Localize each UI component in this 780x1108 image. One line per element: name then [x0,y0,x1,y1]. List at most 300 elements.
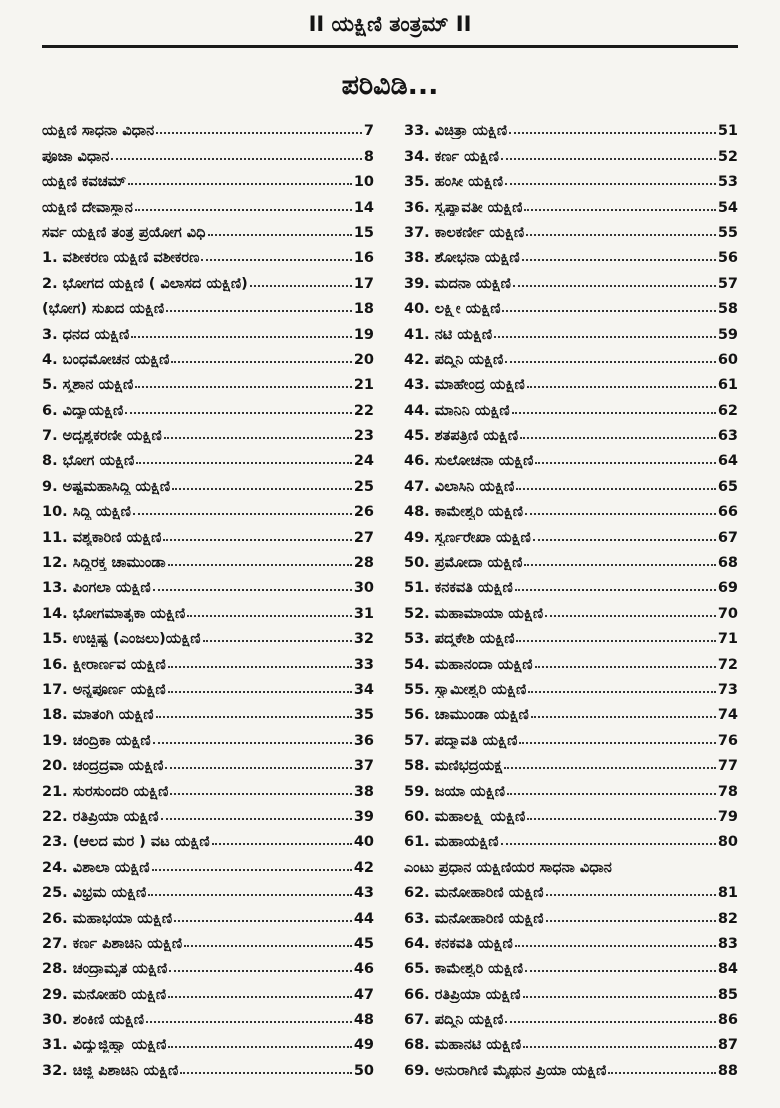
toc-entry-title: 62. ಮನೋಹಾರಿಣಿ ಯಕ್ಷಿಣಿ [404,885,544,902]
toc-entry-title: 51. ಕನಕವತಿ ಯಕ್ಷಿಣಿ [404,580,513,597]
toc-entry [404,343,738,368]
dot-leader [250,285,352,287]
toc-entry [404,800,738,825]
dot-leader [156,132,362,134]
toc-page-number: 80 [717,834,738,851]
toc-entry-title: 43. ಮಾಹೇಂದ್ರ ಯಕ್ಷಿಣಿ [404,377,525,394]
toc-page-number: 58 [717,301,738,318]
toc-entry-title: 28. ಚಂದ್ರಾಮೃತ ಯಕ್ಷಿಣಿ [42,961,168,978]
toc-page-number: 15 [353,224,374,241]
dot-leader [212,843,352,845]
toc-page-number: 63 [717,428,738,445]
toc-page-number: 85 [717,986,738,1003]
toc-entry-title: 29. ಮನೋಹರಿ ಯಕ್ಷಿಣಿ [42,986,167,1003]
toc-entry [404,749,738,774]
toc-page-number: 67 [717,529,738,546]
toc-entry-title: 30. ಶಂಕಿಣಿ ಯಕ್ಷಿಣಿ [42,1012,145,1029]
toc-entry-title: 32. ಚಿಜ್ಜಿ ಪಿಶಾಚಿನಿ ಯಕ್ಷಿಣಿ [42,1062,179,1079]
toc-page-number: 57 [717,275,738,292]
toc-entry-title: 65. ಕಾಮೇಶ್ವರಿ ಯಕ್ಷಿಣಿ [404,961,523,978]
toc-entry [42,749,374,774]
toc-entry [42,266,374,291]
toc-page-number: 14 [353,199,374,216]
toc-page-number: 76 [717,732,738,749]
toc-entry [404,622,738,647]
toc-left-column [42,114,374,1079]
toc-entry-title: 6. ವಿದ್ಯಾಯಕ್ಷಿಣಿ [42,402,124,419]
toc-entry [404,1028,738,1053]
toc-entry [42,825,374,850]
dot-leader [152,869,352,871]
toc-entry [42,190,374,215]
toc-page-number: 8 [363,148,374,165]
toc-page-number: 16 [353,250,374,267]
toc-page-number: 72 [717,656,738,673]
toc-entry-title: 1. ವಶೀಕರಣ ಯಕ್ಷಿಣಿ ವಶೀಕರಣ [42,250,200,267]
toc-page-number: 17 [353,275,374,292]
toc-entry-title: 55. ಸ್ವಾಮೀಶ್ವರಿ ಯಕ್ಷಿಣಿ [404,681,527,698]
toc-entry-title: 15. ಉಚ್ಛಿಷ್ಟ (ಎಂಜಲು)ಯಕ್ಷಿಣಿ [42,631,201,648]
toc-entry [42,850,374,875]
toc-entry-title: ಪೂಜಾ ವಿಧಾನ [42,148,110,165]
toc-entry-title: 44. ಮಾನಿನಿ ಯಕ್ಷಿಣಿ [404,402,510,419]
toc-page-number: 69 [717,580,738,597]
toc-entry [42,774,374,799]
dot-leader [524,564,715,566]
toc-entry [42,520,374,545]
toc-entry-title: 42. ಪದ್ಮಿನಿ ಯಕ್ಷಿಣಿ [404,351,504,368]
toc-page-number: 20 [353,351,374,368]
toc-entry-title: 41. ನಟಿ ಯಕ್ಷಿಣಿ [404,326,493,343]
toc-page-number: 37 [353,758,374,775]
toc-entry-title: 27. ಕರ್ಣ ಪಿಶಾಚಿನಿ ಯಕ್ಷಿಣಿ [42,935,183,952]
toc-page-number: 44 [353,910,374,927]
toc-entry [404,546,738,571]
toc-entry [404,977,738,1002]
toc-entry [42,292,374,317]
toc-entry [404,673,738,698]
dot-leader [527,386,716,388]
toc-entry [42,165,374,190]
toc-entry-title: 7. ಅದೃಶ್ಯಕರಣೀ ಯಕ್ಷಿಣಿ [42,428,162,445]
toc-page-number: 39 [353,808,374,825]
toc-entry [404,241,738,266]
toc-entry-title: ಯಕ್ಷಿಣಿ ಕವಚಮ್ [42,174,127,191]
dot-leader [201,259,351,261]
dot-leader [203,640,352,642]
toc-entry [404,1003,738,1028]
dot-leader [505,183,716,185]
dot-leader [163,539,351,541]
toc-entry [404,901,738,926]
toc-entry-title: 23. (ಆಲದ ಮರ ) ವಟ ಯಕ್ಷಿಣಿ [42,834,210,851]
dot-leader [135,386,351,388]
toc-entry [404,419,738,444]
toc-entry-title: 3. ಧನದ ಯಕ್ಷಿಣಿ [42,326,130,343]
toc-entry [404,139,738,164]
toc-entry [42,317,374,342]
toc-entry-title: 18. ಮಾತಂಗಿ ಯಕ್ಷಿಣಿ [42,707,154,724]
dot-leader [170,793,351,795]
toc-entry [42,1028,374,1053]
toc-entry [404,266,738,291]
toc-entry-title: 33. ವಿಚಿತ್ರಾ ಯಕ್ಷಿಣಿ [404,123,508,140]
toc-page-number: 88 [717,1062,738,1079]
toc-entry [42,647,374,672]
toc-entry-title: 63. ಮನೋಹಾರಿಣಿ ಯಕ್ಷಿಣಿ [404,910,544,927]
dot-leader [523,996,716,998]
toc-page-number: 64 [717,453,738,470]
toc-entry-title: 20. ಚಂದ್ರದ್ರವಾ ಯಕ್ಷಿಣಿ [42,758,164,775]
dot-leader [524,209,715,211]
toc-page-number: 78 [717,783,738,800]
page-title: ಪರಿವಿಡಿ... [341,70,439,101]
toc-entry [42,495,374,520]
toc-page-number: 87 [717,1037,738,1054]
toc-entry [42,673,374,698]
dot-leader [507,793,716,795]
toc-entry-title: 54. ಮಹಾನಂದಾ ಯಕ್ಷಿಣಿ [404,656,533,673]
dot-leader [135,209,352,211]
dot-leader [180,1072,352,1074]
toc-page-number: 74 [717,707,738,724]
running-header: II ಯಕ್ಷಿಣಿ ತಂತ್ರಮ್ II [308,12,472,36]
toc-entry [404,469,738,494]
toc-entry-title: 47. ವಿಲಾಸಿನಿ ಯಕ್ಷಿಣಿ [404,478,515,495]
toc-entry [404,495,738,520]
toc-entry-title: 49. ಸ್ವರ್ಣರೇಖಾ ಯಕ್ಷಿಣಿ [404,529,531,546]
toc-page-number: 66 [717,504,738,521]
toc-page-number: 28 [353,555,374,572]
toc-entry-title: 57. ಪದ್ಮಾವತಿ ಯಕ್ಷಿಣಿ [404,732,518,749]
dot-leader [168,691,352,693]
dot-leader [494,336,716,338]
dot-leader [166,310,352,312]
toc-entry [404,393,738,418]
dot-leader [515,589,716,591]
toc-page-number: 86 [717,1012,738,1029]
toc-entry [404,571,738,596]
toc-entry [404,444,738,469]
toc-entry [42,952,374,977]
dot-leader [111,158,361,160]
dot-leader [525,513,716,515]
toc-entry-title: 16. ಕ್ಷೀರಾರ್ಣವ ಯಕ್ಷಿಣಿ [42,656,166,673]
dot-leader [168,564,352,566]
toc-entry [42,723,374,748]
dot-leader [525,970,716,972]
toc-page-number: 24 [353,453,374,470]
toc-page-number: 61 [717,377,738,394]
toc-entry [42,241,374,266]
toc-page-number: 82 [717,910,738,927]
toc-entry [42,444,374,469]
dot-leader [174,920,352,922]
toc-entry-title: 66. ರತಿಪ್ರಿಯಾ ಯಕ್ಷಿಣಿ [404,986,521,1003]
toc-entry [404,292,738,317]
toc-entry-title: 36. ಸ್ವಪ್ನಾವತೀ ಯಕ್ಷಿಣಿ [404,199,523,216]
toc-entry-title: 39. ಮದನಾ ಯಕ್ಷಿಣಿ [404,275,511,292]
header-rule [42,45,738,48]
dot-leader [505,1021,716,1023]
toc-entry-title: 8. ಭೋಗ ಯಕ್ಷಿಣಿ [42,453,135,470]
toc-entry-title: 35. ಹಂಸೀ ಯಕ್ಷಿಣಿ [404,174,503,191]
dot-leader [546,894,716,896]
toc-entry-title: 4. ಬಂಧಮೋಚನ ಯಕ್ಷಿಣಿ [42,351,170,368]
dot-leader [168,996,352,998]
toc-page-number: 81 [717,885,738,902]
toc-page-number: 21 [353,377,374,394]
toc-page-number: 31 [353,605,374,622]
toc-entry-title: 67. ಪದ್ಮಿನಿ ಯಕ್ಷಿಣಿ [404,1012,504,1029]
toc-entry [404,825,738,850]
toc-entry [404,596,738,621]
dot-leader [136,462,352,464]
toc-page-number: 18 [353,301,374,318]
toc-page-number: 77 [717,758,738,775]
toc-page-number: 33 [353,656,374,673]
toc-page-number: 27 [353,529,374,546]
toc-entry-title: 11. ವಶ್ಯಕಾರಿಣಿ ಯಕ್ಷಿಣಿ [42,529,162,546]
dot-leader [133,513,352,515]
dot-leader [168,1046,351,1048]
toc-page-number: 53 [717,174,738,191]
toc-page-number: 65 [717,478,738,495]
toc-page-number: 84 [717,961,738,978]
toc-entry [404,927,738,952]
toc-entry [42,216,374,241]
toc-page-number: 38 [353,783,374,800]
dot-leader [520,437,716,439]
toc-entry-title: 58. ಮಣಿಭದ್ರಯಕ್ಷ [404,758,503,775]
toc-entry-title: 21. ಸುರಸುಂದರಿ ಯಕ್ಷಿಣಿ [42,783,169,800]
toc-entry [42,139,374,164]
toc-entry-title: 2. ಭೋಗದ ಯಕ್ಷಿಣಿ ( ವಿಲಾಸದ ಯಕ್ಷಿಣಿ) [42,275,248,292]
toc-page-number: 23 [353,428,374,445]
toc-page-number: 52 [717,148,738,165]
toc-entry-title: ಸರ್ವ ಯಕ್ಷಿಣಿ ತಂತ್ರ ಪ್ರಯೋಗ ವಿಧಿ [42,224,206,241]
toc-page-number: 32 [353,631,374,648]
dot-leader [608,1072,715,1074]
toc-entry-title: 61. ಮಹಾಯಕ್ಷಿಣಿ [404,834,499,851]
toc-page-number: 68 [717,555,738,572]
dot-leader [519,742,715,744]
toc-entry [42,571,374,596]
toc-entry [404,1053,738,1078]
toc-entry-title: 50. ಪ್ರಮೋದಾ ಯಕ್ಷಿಣಿ [404,555,523,572]
toc-entry [42,977,374,1002]
toc-entry-title: 37. ಕಾಲಕರ್ಣೀ ಯಕ್ಷಿಣಿ [404,224,525,241]
toc-entry [42,927,374,952]
toc-entry-title: 52. ಮಹಾಮಾಯಾ ಯಕ್ಷಿಣಿ [404,605,544,622]
toc-entry-title: 9. ಅಷ್ಟಮಹಾಸಿದ್ಧಿ ಯಕ್ಷಿಣಿ [42,478,171,495]
dot-leader [125,412,351,414]
toc-entry-title: 17. ಅನ್ನಪೂರ್ಣ ಯಕ್ಷಿಣಿ [42,681,166,698]
toc-entry [42,622,374,647]
dot-leader [164,437,352,439]
dot-leader [168,666,352,668]
dot-leader [128,183,352,185]
dot-leader [512,412,716,414]
dot-leader [165,767,351,769]
toc-entry [404,216,738,241]
dot-leader [531,716,716,718]
toc-page-number: 49 [353,1037,374,1054]
toc-entry [404,876,738,901]
toc-page-number: 55 [717,224,738,241]
toc-entry [42,546,374,571]
toc-entry-title: 45. ಶತಪತ್ರಿಣಿ ಯಕ್ಷಿಣಿ [404,428,519,445]
dot-leader [516,640,715,642]
toc-page-number: 51 [717,123,738,140]
toc-entry-title: 56. ಚಾಮುಂಡಾ ಯಕ್ಷಿಣಿ [404,707,529,724]
toc-page-number: 40 [353,834,374,851]
toc-page-number: 19 [353,326,374,343]
toc-entry-title: 19. ಚಂದ್ರಿಕಾ ಯಕ್ಷಿಣಿ [42,732,151,749]
toc-page-number: 25 [353,478,374,495]
toc-entry [42,1003,374,1028]
toc-page-number: 56 [717,250,738,267]
toc-entry [42,469,374,494]
toc-page-number: 35 [353,707,374,724]
toc-entry [404,774,738,799]
toc-entry-title: 68. ಮಹಾನಟಿ ಯಕ್ಷಿಣಿ [404,1037,522,1054]
dot-leader [546,920,716,922]
toc-entry [404,190,738,215]
dot-leader [156,716,352,718]
dot-leader [528,691,716,693]
toc-entry [42,901,374,926]
dot-leader [208,234,352,236]
toc-entry [404,114,738,139]
toc-entry-title: 60. ಮಹಾಲಕ್ಷ್ಮಿ ಯಕ್ಷಿಣಿ [404,808,526,825]
toc-page-number: 60 [717,351,738,368]
toc-entry-title: 69. ಅನುರಾಗಿಣಿ ಮೈಥುನ ಪ್ರಿಯಾ ಯಕ್ಷಿಣಿ [404,1062,607,1079]
toc-entry [404,520,738,545]
toc-page-number: 50 [353,1062,374,1079]
toc-page-number: 10 [353,174,374,191]
dot-leader [131,336,351,338]
toc-entry [42,343,374,368]
toc-page-number: 30 [353,580,374,597]
dot-leader [522,259,716,261]
toc-entry-title: 31. ವಿದ್ಯುಜ್ಜಿಹ್ವಾ ಯಕ್ಷಿಣಿ [42,1037,167,1054]
toc-entry-title: 64. ಕನಕವತಿ ಯಕ್ಷಿಣಿ [404,935,513,952]
dot-leader [501,843,716,845]
dot-leader [535,666,716,668]
toc-entry [404,647,738,672]
dot-leader [523,1046,716,1048]
dot-leader [535,462,715,464]
dot-leader [533,539,716,541]
toc-page-number: 73 [717,681,738,698]
toc-entry [42,1053,374,1078]
toc-page-number: 26 [353,504,374,521]
toc-page-number: 34 [353,681,374,698]
dot-leader [153,742,352,744]
toc-page-number: 45 [353,935,374,952]
toc-entry [42,876,374,901]
toc-entry [42,368,374,393]
toc-entry [404,723,738,748]
toc-entry [42,419,374,444]
toc-entry-title: ಯಕ್ಷಿಣಿ ದೇವಾಸ್ಥಾನ [42,199,133,216]
toc-entry-title: 48. ಕಾಮೇಶ್ವರಿ ಯಕ್ಷಿಣಿ [404,504,523,521]
toc-entry-title: 59. ಜಯಾ ಯಕ್ಷಿಣಿ [404,783,506,800]
dot-leader [545,615,716,617]
dot-leader [516,488,716,490]
toc-entry-title: 5. ಸ್ಮಶಾನ ಯಕ್ಷಿಣಿ [42,377,134,394]
toc-entry [404,952,738,977]
dot-leader [502,310,715,312]
toc-page-number: 79 [717,808,738,825]
toc-page-number: 54 [717,199,738,216]
toc-entry-title: ಯಕ್ಷಿಣಿ ಸಾಧನಾ ವಿಧಾನ [42,123,155,140]
dot-leader [527,818,716,820]
dot-leader [509,132,716,134]
dot-leader [515,945,716,947]
toc-page-number: 48 [353,1012,374,1029]
toc-page-number: 83 [717,935,738,952]
toc-entry-title: 14. ಭೋಗಮಾತೃಕಾ ಯಕ್ಷಿಣಿ [42,605,186,622]
toc-page-number: 42 [353,859,374,876]
toc-page-number: 43 [353,885,374,902]
dot-leader [161,818,352,820]
toc-entry [404,698,738,723]
toc-entry [404,317,738,342]
toc-entry-title: 10. ಸಿದ್ಧಿ ಯಕ್ಷಿಣಿ [42,504,131,521]
toc-entry-title: 13. ಪಿಂಗಲಾ ಯಕ್ಷಿಣಿ [42,580,151,597]
dot-leader [505,361,716,363]
toc-page-number: 71 [717,631,738,648]
dot-leader [171,361,351,363]
toc-entry [42,698,374,723]
dot-leader [169,970,352,972]
toc-entry-title: 38. ಶೋಭನಾ ಯಕ್ಷಿಣಿ [404,250,520,267]
dot-leader [153,589,352,591]
toc-entry [42,800,374,825]
toc-entry-title: 25. ವಿಭ್ರಮ ಯಕ್ಷಿಣಿ [42,885,147,902]
toc-entry [404,368,738,393]
dot-leader [504,767,716,769]
toc-page-number: 47 [353,986,374,1003]
toc-page-number: 36 [353,732,374,749]
dot-leader [513,285,716,287]
dot-leader [501,158,716,160]
toc-entry-title: 12. ಸಿದ್ಧಿರಕ್ತ ಚಾಮುಂಡಾ [42,555,166,572]
toc-page-number: 59 [717,326,738,343]
toc-page-number: 70 [717,605,738,622]
toc-entry-title: 53. ಪದ್ಮಕೇಶಿ ಯಕ್ಷಿಣಿ [404,631,515,648]
toc-right-column [404,114,738,1079]
dot-leader [148,894,352,896]
dot-leader [184,945,352,947]
toc-entry [42,596,374,621]
toc-page-number: 46 [353,961,374,978]
dot-leader [146,1021,352,1023]
dot-leader [526,234,716,236]
dot-leader [187,615,352,617]
toc-entry [42,114,374,139]
toc-section-heading [404,850,738,875]
toc-entry-title: 22. ರತಿಪ್ರಿಯಾ ಯಕ್ಷಿಣಿ [42,808,159,825]
toc-page-number: 62 [717,402,738,419]
toc-entry [42,393,374,418]
toc-entry-title: 46. ಸುಲೋಚನಾ ಯಕ್ಷಿಣಿ [404,453,534,470]
toc-entry-title: 34. ಕರ್ಣ ಯಕ್ಷಿಣಿ [404,148,499,165]
toc-entry-title: 26. ಮಹಾಭಯಾ ಯಕ್ಷಿಣಿ [42,910,173,927]
toc-entry-title: 24. ವಿಶಾಲಾ ಯಕ್ಷಿಣಿ [42,859,150,876]
